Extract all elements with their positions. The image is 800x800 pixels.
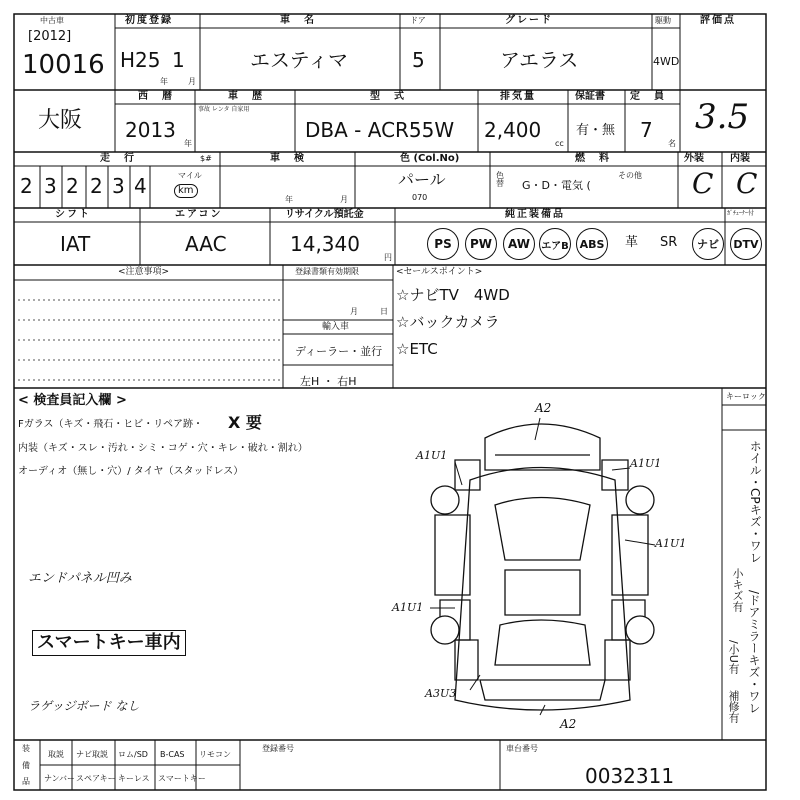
mileage-digit: 2 — [66, 174, 79, 198]
reg-expiry-label: 登録書類有効期限 — [295, 267, 359, 276]
chassis-number: 0032311 — [585, 764, 675, 788]
damage-mark: A1U1 — [416, 449, 448, 462]
equip-aw: AW — [503, 228, 535, 260]
audio-tire-line: オーディオ（無し・穴）/ タイヤ（スタッドレス） — [18, 466, 244, 477]
warranty: 有・無 — [576, 123, 616, 138]
windshield-mark: X 要 — [228, 413, 262, 432]
equip-leather: 革 — [625, 235, 639, 250]
km-flag: $# — [200, 154, 212, 163]
top-left-label: 中古車 — [40, 16, 64, 25]
history-label: 車 歴 — [228, 91, 264, 102]
footer-item: ナビ取説 — [76, 750, 108, 759]
caution-label: <注意事項> — [118, 267, 170, 277]
inspector-vertical-note: 小キズ有 — [731, 568, 744, 612]
yen-label: 円 — [384, 253, 392, 262]
shift: IAT — [60, 232, 91, 256]
history-note: 事故 レンタ 自家用 — [198, 106, 250, 113]
mileage-digit: 4 — [134, 174, 147, 198]
reg-day: 日 — [380, 307, 388, 316]
inspector-vertical-note: /小U有 — [727, 640, 740, 674]
capacity: 7 — [640, 118, 653, 142]
equip-sr: SR — [660, 235, 678, 250]
doors: 5 — [412, 48, 425, 72]
exterior-grade: C — [692, 167, 714, 200]
footer-item: ロム/SD — [118, 750, 148, 759]
mile-unit: マイル — [178, 171, 202, 180]
inspector-vertical-note: ホイル・CPキズ・ワレ — [748, 440, 763, 564]
key-lock-label: キーロック — [726, 392, 766, 401]
damage-mark: A1U1 — [655, 537, 687, 550]
score: 3.5 — [695, 97, 750, 137]
model-year-label: 西 暦 — [138, 91, 174, 102]
damage-mark: A1U1 — [630, 457, 662, 470]
recycle-label: リサイクル預託金 — [285, 209, 364, 220]
fuel: G・D・電気 ( — [522, 179, 591, 192]
displacement-label: 排気量 — [500, 91, 536, 102]
year-bracket: [2012] — [28, 29, 72, 44]
aircon-label: エアコン — [175, 209, 223, 220]
reg-month: 月 — [350, 307, 358, 316]
km-unit: km — [174, 184, 198, 198]
windshield-line: Fガラス（キズ・飛石・ヒビ・リペア跡・ — [18, 419, 204, 430]
footer-item: B-CAS — [160, 750, 185, 759]
mei-label: 名 — [668, 139, 676, 148]
inspection-title: < 検査員記入欄 > — [18, 393, 127, 408]
grade-label: グレード — [505, 15, 553, 26]
recycle-fee: 14,340 — [290, 232, 360, 256]
color: パール — [398, 170, 446, 189]
footer-item: キーレス — [118, 774, 150, 783]
model-year: 2013 — [125, 118, 176, 142]
capacity-label: 定 員 — [630, 91, 666, 102]
footer-item: スマートキー — [158, 774, 206, 783]
nen2-label: 年 — [184, 139, 192, 148]
grade: アエラス — [500, 48, 579, 72]
model-code: DBA - ACR55W — [305, 118, 455, 142]
fuel-label: 燃 料 — [575, 153, 611, 164]
tsuki-label: 月 — [188, 77, 196, 86]
fuel-other: その他 — [618, 171, 642, 180]
footer-item: 取説 — [48, 750, 64, 759]
region: 大阪 — [38, 108, 83, 133]
warranty-label: 保証書 — [575, 91, 605, 102]
equip-label: 純正装備品 — [505, 209, 565, 220]
mileage-digit: 3 — [44, 174, 57, 198]
score-label: 評価点 — [700, 15, 736, 26]
mileage-digit: 2 — [20, 174, 33, 198]
interior-grade: C — [736, 167, 758, 200]
handwritten-note: ラゲッジボード なし — [28, 699, 140, 713]
footer-side-label: 備 — [22, 761, 30, 770]
footer-item: スペアキー — [76, 774, 116, 783]
equip-ps: PS — [427, 228, 459, 260]
interior-label: 内装 — [730, 153, 750, 164]
doors-label: ドア — [410, 16, 426, 25]
footer-item: ナンバー — [44, 774, 76, 783]
equip-abs: ABS — [576, 228, 608, 260]
tuner-label: ｶﾞﾁｭｰﾅｰ付 — [727, 210, 755, 217]
sales-point: ☆ETC — [396, 340, 438, 358]
mileage-label: 走 行 — [100, 153, 136, 164]
displacement: 2,400 — [484, 118, 542, 142]
aircon: AAC — [185, 232, 227, 256]
sales-point: ☆ナビTV 4WD — [396, 286, 510, 304]
color-label: 色 (Col.No) — [400, 153, 460, 164]
footer-side-label: 品 — [22, 777, 30, 786]
lot-number: 10016 — [22, 50, 105, 80]
reg-number-label: 登録番号 — [262, 744, 294, 753]
sales-label: <セールスポイント> — [396, 267, 483, 277]
exterior-label: 外装 — [684, 153, 704, 164]
import-label: 輸入車 — [322, 322, 350, 332]
shift-label: シフト — [55, 209, 91, 220]
footer-item: リモコン — [199, 750, 231, 759]
car-name: エスティマ — [250, 48, 348, 72]
equip-airbag: エアB — [539, 228, 571, 260]
drive: 4WD — [653, 55, 680, 68]
car-name-label: 車 名 — [280, 15, 316, 26]
chassis-label: 車台番号 — [506, 744, 538, 753]
inspector-vertical-note: 補修有 — [727, 690, 740, 723]
nen-label: 年 — [160, 77, 168, 86]
interior-line: 内装（キズ・スレ・汚れ・シミ・コゲ・穴・キレ・破れ・割れ） — [18, 443, 308, 454]
damage-mark: A2 — [535, 401, 552, 415]
shaken-year: 年 — [285, 195, 293, 204]
first-reg-month: 1 — [172, 48, 185, 72]
first-reg-label: 初度登録 — [125, 15, 173, 26]
cc-label: cc — [555, 139, 564, 148]
equip-pw: PW — [465, 228, 497, 260]
sales-point: ☆バックカメラ — [396, 313, 500, 331]
mileage-digit: 2 — [90, 174, 103, 198]
damage-mark: A3U3 — [425, 687, 457, 700]
color-change-label: 色替 — [496, 171, 504, 188]
shaken-month: 月 — [340, 195, 348, 204]
handwritten-note: エンドパネル凹み — [28, 571, 132, 586]
equip-navi: ナビ — [692, 228, 724, 260]
first-reg-era-year: H25 — [120, 48, 161, 72]
footer-side-label: 装 — [22, 744, 30, 753]
smartkey-note: スマートキー車内 — [32, 630, 186, 656]
mileage-digit: 3 — [112, 174, 125, 198]
shaken-label: 車 検 — [270, 153, 306, 164]
inspector-vertical-note: /ドアミラーキズ・ワレ — [747, 590, 761, 715]
type-label: 型 式 — [370, 91, 406, 102]
drive-label: 駆動 — [655, 16, 671, 25]
equip-dtv: DTV — [730, 228, 762, 260]
damage-mark: A2 — [560, 717, 577, 731]
dealer-parallel: ディーラー・並行 — [295, 345, 383, 358]
damage-mark: A1U1 — [392, 601, 424, 614]
color-code: 070 — [412, 193, 428, 202]
handle-side: 左H ・ 右H — [300, 375, 357, 388]
